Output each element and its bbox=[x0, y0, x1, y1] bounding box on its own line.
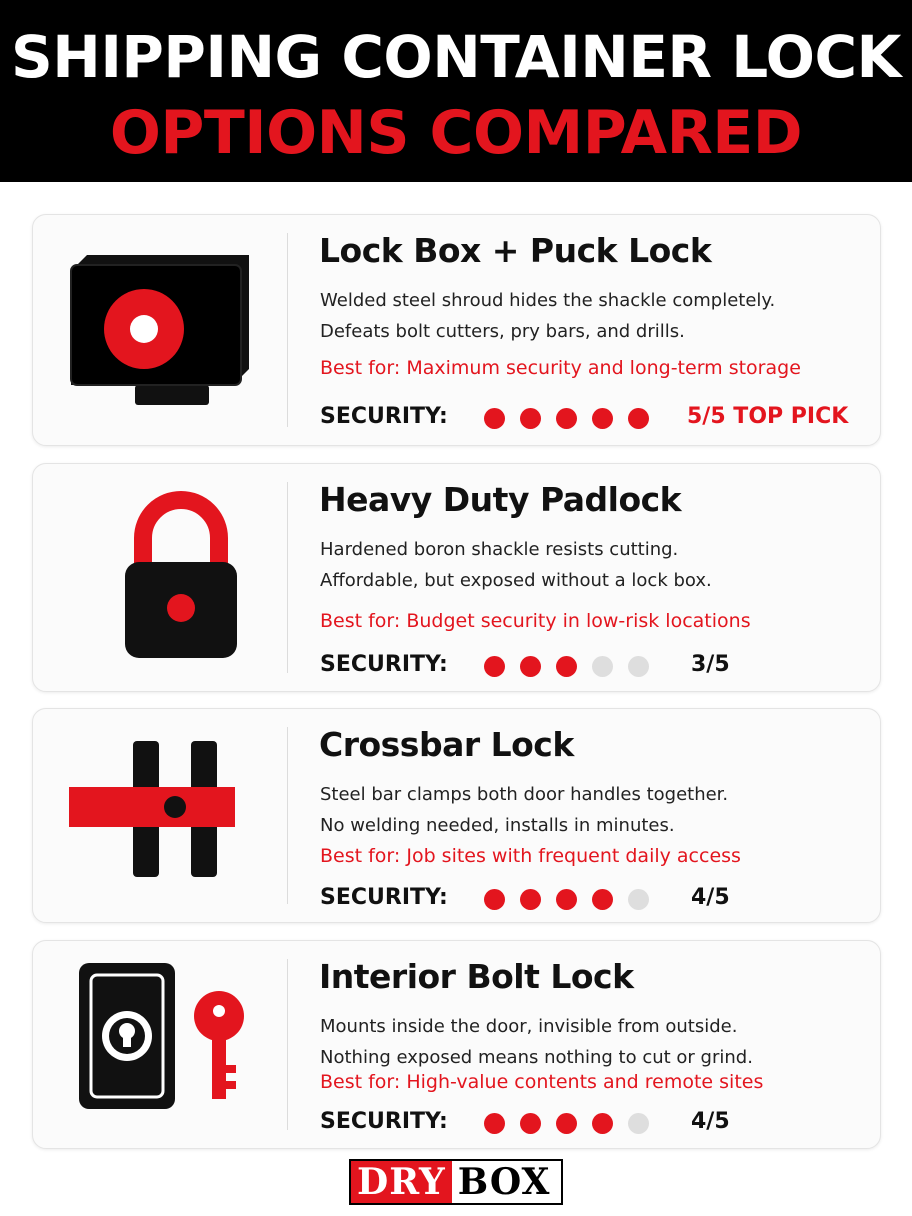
security-score: 4/5 bbox=[691, 1109, 730, 1134]
rating-dot-filled bbox=[520, 408, 541, 429]
security-label: SECURITY: bbox=[320, 1109, 448, 1134]
security-score: 5/5 TOP PICK bbox=[687, 404, 849, 429]
rating-dot-filled bbox=[556, 408, 577, 429]
security-label: SECURITY: bbox=[320, 404, 448, 429]
card-description bbox=[320, 779, 728, 841]
best-for-text: Best for: High-value contents and remote sites bbox=[320, 1071, 764, 1093]
description-line-2: No welding needed, installs in minutes. bbox=[320, 815, 675, 836]
security-rating bbox=[320, 402, 849, 432]
description-line-2: Nothing exposed means nothing to cut or grind. bbox=[320, 1047, 753, 1068]
rating-dot-empty bbox=[628, 656, 649, 677]
card-divider bbox=[287, 959, 288, 1130]
card-title: Crossbar Lock bbox=[319, 725, 574, 764]
lock-option-card-padlock bbox=[32, 463, 881, 692]
lock-box-icon bbox=[57, 245, 287, 429]
rating-dot-filled bbox=[556, 1113, 577, 1134]
rating-dot-empty bbox=[628, 889, 649, 910]
lock-option-card-interior-bolt bbox=[32, 940, 881, 1149]
rating-dot-filled bbox=[520, 1113, 541, 1134]
rating-dot-filled bbox=[556, 889, 577, 910]
card-description bbox=[320, 534, 712, 596]
best-for-text: Best for: Maximum security and long-term storage bbox=[320, 357, 801, 379]
card-divider bbox=[287, 482, 288, 673]
interior-bolt-key-icon bbox=[57, 961, 287, 1115]
security-rating bbox=[320, 883, 840, 913]
card-title: Interior Bolt Lock bbox=[319, 957, 634, 996]
logo-part-box: BOX bbox=[452, 1161, 561, 1203]
padlock-icon bbox=[57, 484, 287, 678]
card-title: Lock Box + Puck Lock bbox=[319, 231, 712, 270]
best-for-text: Best for: Job sites with frequent daily access bbox=[320, 845, 741, 867]
description-line-1: Mounts inside the door, invisible from outside. bbox=[320, 1016, 738, 1037]
description-line-1: Welded steel shroud hides the shackle completely. bbox=[320, 290, 776, 311]
rating-dot-filled bbox=[484, 656, 505, 677]
lock-option-card-crossbar bbox=[32, 708, 881, 923]
rating-dot-filled bbox=[484, 408, 505, 429]
security-score: 4/5 bbox=[691, 885, 730, 910]
card-divider bbox=[287, 233, 288, 427]
rating-dot-filled bbox=[592, 408, 613, 429]
rating-dot-empty bbox=[628, 1113, 649, 1134]
rating-dot-filled bbox=[484, 1113, 505, 1134]
rating-dot-filled bbox=[520, 889, 541, 910]
logo-part-dry: DRY bbox=[351, 1161, 452, 1203]
security-label: SECURITY: bbox=[320, 885, 448, 910]
card-description bbox=[320, 1011, 753, 1073]
security-rating bbox=[320, 1107, 840, 1137]
best-for-text: Best for: Budget security in low-risk locations bbox=[320, 610, 751, 632]
card-title: Heavy Duty Padlock bbox=[319, 480, 682, 519]
card-divider bbox=[287, 727, 288, 904]
rating-dot-filled bbox=[592, 889, 613, 910]
page-title-line-2: OPTIONS COMPARED bbox=[109, 98, 803, 168]
lock-option-card-lock-box bbox=[32, 214, 881, 446]
description-line-2: Affordable, but exposed without a lock box. bbox=[320, 570, 712, 591]
drybox-logo bbox=[349, 1159, 563, 1205]
rating-dot-filled bbox=[592, 1113, 613, 1134]
security-score: 3/5 bbox=[691, 652, 730, 677]
rating-dot-filled bbox=[556, 656, 577, 677]
description-line-1: Hardened boron shackle resists cutting. bbox=[320, 539, 679, 560]
description-line-2: Defeats bolt cutters, pry bars, and drills. bbox=[320, 321, 685, 342]
rating-dot-filled bbox=[628, 408, 649, 429]
page-title-line-1: SHIPPING CONTAINER LOCK bbox=[11, 23, 901, 91]
crossbar-icon bbox=[57, 739, 287, 888]
rating-dot-filled bbox=[484, 889, 505, 910]
header-banner bbox=[0, 0, 912, 182]
security-label: SECURITY: bbox=[320, 652, 448, 677]
rating-dot-filled bbox=[520, 656, 541, 677]
rating-dot-empty bbox=[592, 656, 613, 677]
description-line-1: Steel bar clamps both door handles together. bbox=[320, 784, 729, 805]
security-rating bbox=[320, 650, 840, 680]
card-description bbox=[320, 285, 775, 347]
